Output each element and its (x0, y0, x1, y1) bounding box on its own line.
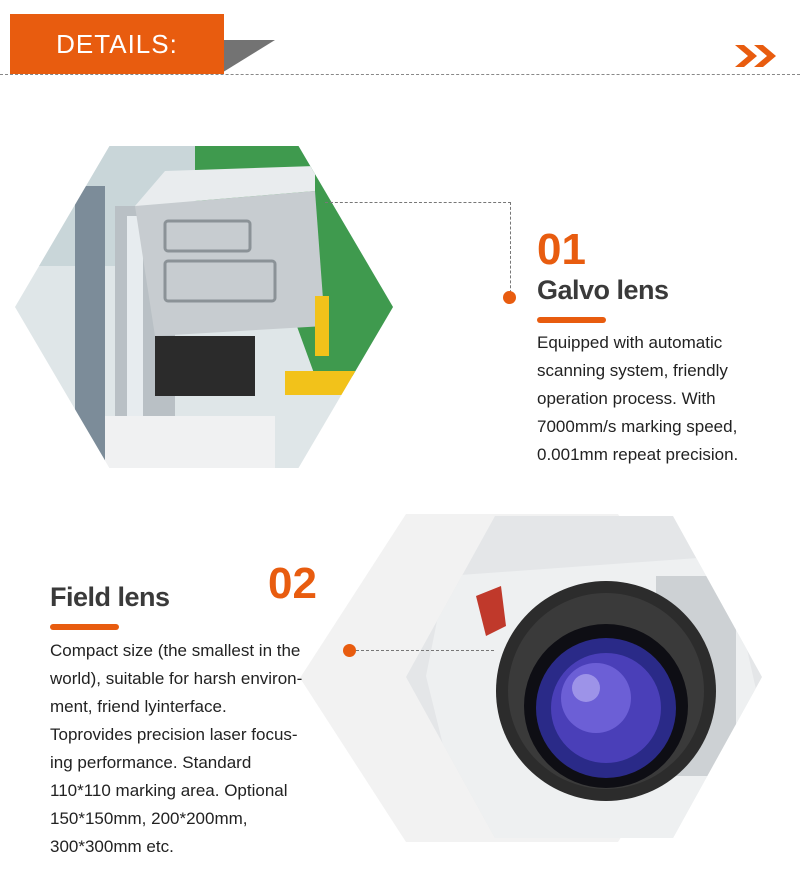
connector-line-1 (325, 202, 511, 298)
feature-title-2: Field lens (50, 582, 170, 612)
galvo-head-photo (15, 146, 393, 468)
feature-description-1: Equipped with automatic scanning system, friendly operation process. With 7000mm/s marking speed, 0.001mm repeat precision. (537, 333, 739, 464)
feature-number-1: 01 (537, 225, 586, 274)
section-title: DETAILS: (56, 29, 178, 59)
connector-dot-1 (503, 291, 516, 304)
connector-dot-2 (343, 644, 356, 657)
feature-title-1: Galvo lens (537, 275, 669, 305)
chevron-right-icon (752, 42, 780, 70)
title-underline-1 (537, 317, 606, 323)
header-divider (0, 74, 800, 75)
feature-number-2: 02 (268, 559, 317, 608)
feature-description-2: Compact size (the smallest in the world), suitable for harsh environ- ment, friend lyinterface. Toprovides precision laser focus- ing performance. Standard 110*110 marking area. Optional 150*150mm, 200*200mm, 300*300mm etc. (50, 641, 303, 856)
connector-line-2 (356, 650, 494, 651)
title-underline-2 (50, 624, 119, 630)
